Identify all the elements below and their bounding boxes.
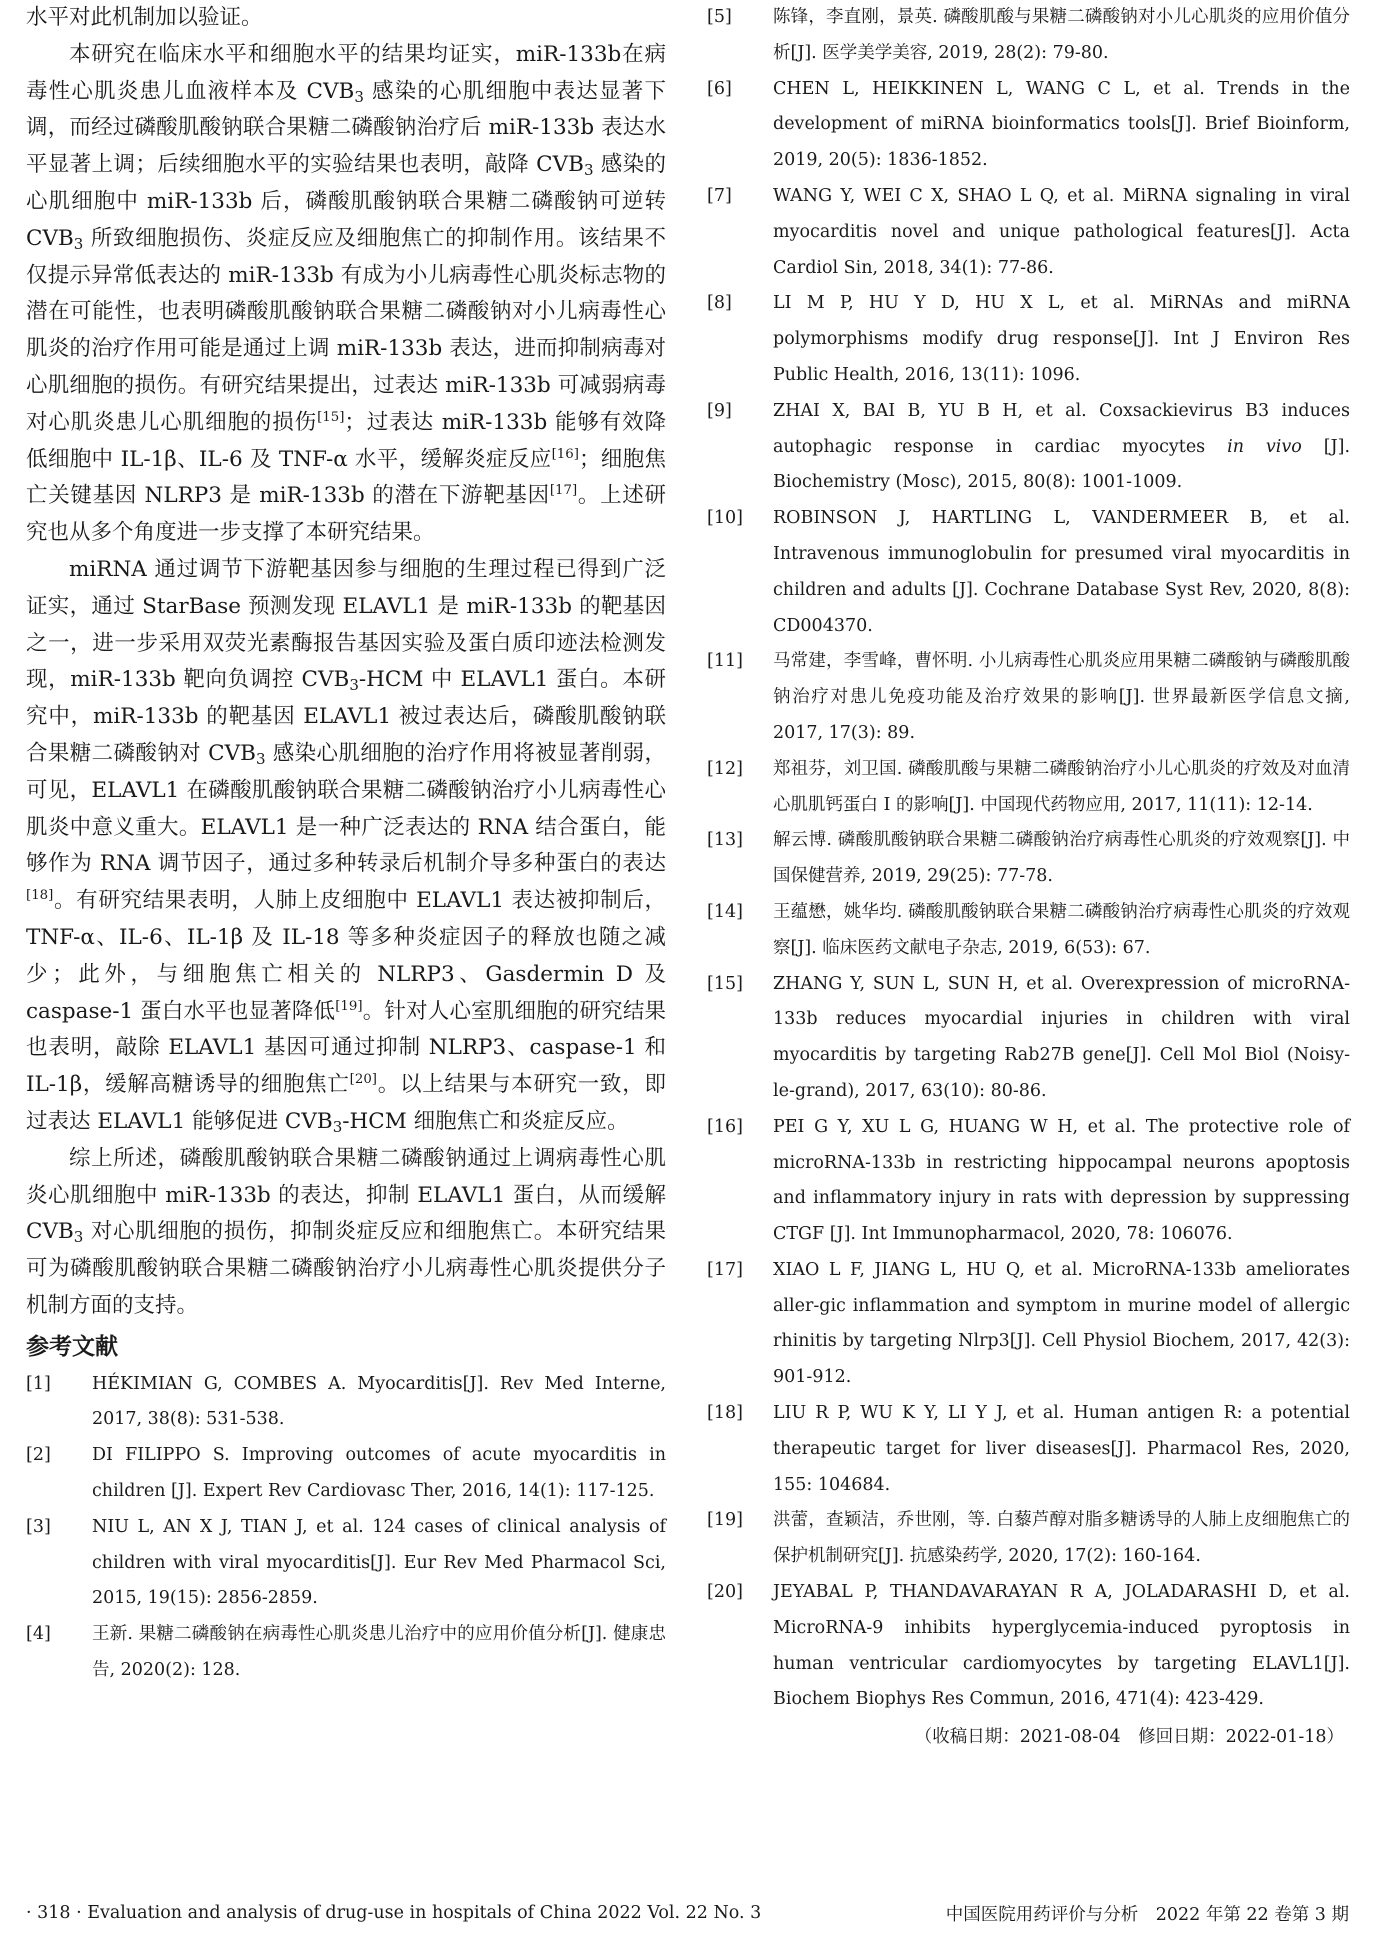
reference-number: [9] <box>707 400 732 421</box>
reference-item <box>707 72 1350 179</box>
page-footer <box>26 1898 1349 1928</box>
reference-number: [5] <box>707 7 732 27</box>
reference-number: [16] <box>707 1116 743 1137</box>
references-title: 参考文献 <box>26 1333 118 1360</box>
reference-list-continued <box>707 0 1350 1718</box>
body-text <box>26 0 666 1325</box>
reference-text: 郑祖芬，刘卫国. 磷酸肌酸与果糖二磷酸钠治疗小儿心肌炎的疗效及对血清心肌肌钙蛋白 I 的影响[J]. 中国现代药物应用, 2017, 11(11): 12-14. <box>773 758 1350 815</box>
reference-text: CHEN L, HEIKKINEN L, WANG C L, et al. Trends in the development of miRNA bioinformatics tools[J]. Brief Bioinform, 2019, 20(5): 1836-1852. <box>773 78 1350 171</box>
reference-number: [4] <box>26 1624 51 1645</box>
reference-item <box>707 286 1350 393</box>
reference-number: [20] <box>707 1582 743 1603</box>
reference-item <box>707 1253 1350 1396</box>
reference-text: 解云博. 磷酸肌酸钠联合果糖二磷酸钠治疗病毒性心肌炎的疗效观察[J]. 中国保健营养, 2019, 29(25): 77-78. <box>773 830 1350 887</box>
body-paragraph: 水平对此机制加以验证。 <box>26 5 263 30</box>
reference-item <box>707 0 1350 72</box>
reference-number: [18] <box>707 1403 743 1424</box>
reference-number: [14] <box>707 901 743 922</box>
reference-number: [11] <box>707 651 743 672</box>
reference-number: [17] <box>707 1259 743 1280</box>
reference-list <box>26 1367 666 1689</box>
reference-item <box>707 752 1350 824</box>
reference-text: LI M P, HU Y D, HU X L, et al. MiRNAs and miRNA polymorphisms modify drug response[J]. Int J Environ Res Public Health, 2016, 13(11): 1096. <box>773 293 1350 385</box>
reference-item <box>707 1396 1350 1503</box>
reference-item <box>707 394 1350 501</box>
reference-item <box>26 1438 666 1510</box>
reference-number: [12] <box>707 758 743 779</box>
reference-item <box>707 895 1350 967</box>
reference-item <box>707 823 1350 895</box>
reference-text: ROBINSON J, HARTLING L, VANDERMEER B, et al. Intravenous immunoglobulin for presumed viral myocarditis in children and adults [J]. Cochrane Database Syst Rev, 2020, 8(8): CD004370. <box>773 508 1350 636</box>
body-paragraph: miRNA 通过调节下游靶基因参与细胞的生理过程已得到广泛证实，通过 StarBase 预测发现 ELAVL1 是 miR-133b 的靶基因之一，进一步采用双荧光素酶报告基因实验及蛋白质印迹法检测发现，miR-133b 靶向负调控 $CVB_3$-HCM 中 ELAVL1 蛋白。本研究中，miR-133b 的靶基因 ELAVL1 被过表达后，磷酸肌酸钠联合果糖二磷酸钠对 $CVB_3$ 感染心肌细胞的治疗作用将被显著削弱，可见，ELAVL1 在磷酸肌酸钠联合果糖二磷酸钠治疗小儿病毒性心肌炎中意义重大。ELAVL1 是一种广泛表达的 RNA 结合蛋白，能够作为 RNA 调节因子，通过多种转录后机制介导多种蛋白的表达[18]。有研究结果表明，人肺上皮细胞中 ELAVL1 表达被抑制后，TNF-α、IL-6、IL-1β 及 IL-18 等多种炎症因子的释放也随之减少；此外，与细胞焦亡相关的 NLRP3、Gasdermin D 及 caspase-1 蛋白水平也显著降低[19]。针对人心室肌细胞的研究结果也表明，敲除 ELAVL1 基因可通过抑制 NLRP3、caspase-1 和 IL-1β，缓解高糖诱导的细胞焦亡[20]。以上结果与本研究一致，即过表达 ELAVL1 能够促进 $CVB_3$-HCM 细胞焦亡和炎症反应。 <box>26 556 666 1136</box>
reference-item <box>707 1110 1350 1253</box>
reference-text: DI FILIPPO S. Improving outcomes of acute myocarditis in children [J]. Expert Rev Cardiovasc Ther, 2016, 14(1): 117-125. <box>92 1445 666 1502</box>
body-paragraph: 综上所述，磷酸肌酸钠联合果糖二磷酸钠通过上调病毒性心肌炎心肌细胞中 miR-133b 的表达，抑制 ELAVL1 蛋白，从而缓解 $CVB_3$ 对心肌细胞的损伤，抑制炎症反应和细胞焦亡。本研究结果可为磷酸肌酸钠联合果糖二磷酸钠治疗小儿病毒性心肌炎提供分子机制方面的支持。 <box>26 1145 666 1318</box>
reference-item <box>26 1617 666 1689</box>
reference-text: 王新. 果糖二磷酸钠在病毒性心肌炎患儿治疗中的应用价值分析[J]. 健康忠告, 2020(2): 128. <box>92 1624 666 1681</box>
reference-number: [15] <box>707 973 743 994</box>
reference-number: [6] <box>707 78 732 99</box>
reference-item <box>707 1575 1350 1718</box>
reference-text: LIU R P, WU K Y, LI Y J, et al. Human antigen R: a potential therapeutic target for liver diseases[J]. Pharmacol Res, 2020, 155: 104684. <box>773 1403 1350 1495</box>
footer-left: · 318 · Evaluation and analysis of drug-use in hospitals of China 2022 Vol. 22 No. 3 <box>26 1903 762 1923</box>
footer-right: 中国医院用药评价与分析 2022 年第 22 卷第 3 期 <box>945 1904 1349 1925</box>
reference-text: WANG Y, WEI C X, SHAO L Q, et al. MiRNA signaling in viral myocarditis novel and unique pathological features[J]. Acta Cardiol Sin, 2018, 34(1): 77-86. <box>773 185 1350 278</box>
body-paragraph: 本研究在临床水平和细胞水平的结果均证实，miR-133b在病毒性心肌炎患儿血液样本及 $CVB_3$ 感染的心肌细胞中表达显著下调，而经过磷酸肌酸钠联合果糖二磷酸钠治疗后 miR-133b 表达水平显著上调；后续细胞水平的实验结果也表明，敲降 $CVB_3$ 感染的心肌细胞中 miR-133b 后，磷酸肌酸钠联合果糖二磷酸钠可逆转 $CVB_3$ 所致细胞损伤、炎症反应及细胞焦亡的抑制作用。该结果不仅提示异常低表达的 miR-133b 有成为小儿病毒性心肌炎标志物的潜在可能性，也表明磷酸肌酸钠联合果糖二磷酸钠对小儿病毒性心肌炎的治疗作用可能是通过上调 miR-133b 表达，进而抑制病毒对心肌细胞的损伤。有研究结果提出，过表达 miR-133b 可减弱病毒对心肌炎患儿心肌细胞的损伤[15]；过表达 miR-133b 能够有效降低细胞中 IL-1β、IL-6 及 TNF-α 水平，缓解炎症反应[16]；细胞焦亡关键基因 NLRP3 是 miR-133b 的潜在下游靶基因[17]。上述研究也从多个角度进一步支撑了本研究结果。 <box>26 41 666 546</box>
reference-number: [2] <box>26 1445 51 1466</box>
reference-text: NIU L, AN X J, TIAN J, et al. 124 cases of clinical analysis of children with viral myocarditis[J]. Eur Rev Med Pharmacol Sci, 2015, 19(15): 2856-2859. <box>92 1516 666 1609</box>
left-column <box>26 0 666 1689</box>
reference-item <box>26 1510 666 1617</box>
reference-text: 马常建，李雪峰，曹怀明. 小儿病毒性心肌炎应用果糖二磷酸钠与磷酸肌酸钠治疗对患儿免疫功能及治疗效果的影响[J]. 世界最新医学信息文摘, 2017, 17(3): 89. <box>773 651 1350 743</box>
reference-item <box>707 179 1350 286</box>
reference-item <box>707 644 1350 751</box>
reference-text: XIAO L F, JIANG L, HU Q, et al. MicroRNA-133b ameliorates aller-gic inflammation and symptom in murine model of allergic rhinitis by targeting Nlrp3[J]. Cell Physiol Biochem, 2017, 42(3): 901-912. <box>773 1259 1350 1388</box>
reference-item <box>707 501 1350 644</box>
reference-text: 王蕴懋，姚华均. 磷酸肌酸钠联合果糖二磷酸钠治疗病毒性心肌炎的疗效观察[J]. 临床医药文献电子杂志, 2019, 6(53): 67. <box>773 901 1350 958</box>
right-column <box>707 0 1350 1755</box>
reference-text: JEYABAL P, THANDAVARAYAN R A, JOLADARASHI D, et al. MicroRNA-9 inhibits hyperglycemia-induced pyroptosis in human ventricular cardiomyocytes by targeting ELAVL1[J]. Biochem Biophys Res Commun, 2016, 471(4): 423-429. <box>773 1582 1350 1710</box>
reference-text: HÉKIMIAN G, COMBES A. Myocarditis[J]. Rev Med Interne, 2017, 38(8): 531-538. <box>92 1373 666 1430</box>
reference-number: [7] <box>707 185 732 206</box>
reference-item <box>707 1503 1350 1575</box>
reference-item <box>26 1367 666 1439</box>
reference-item <box>707 967 1350 1110</box>
reference-number: [13] <box>707 830 743 851</box>
reference-number: [3] <box>26 1516 51 1537</box>
received-revised-dates: （收稿日期：2021-08-04 修回日期：2022-01-18） <box>914 1727 1344 1748</box>
reference-number: [10] <box>707 508 743 529</box>
reference-text: ZHANG Y, SUN L, SUN H, et al. Overexpression of microRNA-133b reduces myocardial injuries in children with viral myocarditis by targeting Rab27B gene[J]. Cell Mol Biol (Noisy-le-grand), 2017, 63(10): 80-86. <box>773 973 1350 1101</box>
reference-text: ZHAI X, BAI B, YU B H, et al. Coxsackievirus B3 induces autophagic response in cardiac myocytes in vivo [J]. Biochemistry (Mosc), 2015, 80(8): 1001-1009. <box>773 400 1351 493</box>
reference-number: [19] <box>707 1510 743 1531</box>
reference-text: 陈锋，李直刚，景英. 磷酸肌酸与果糖二磷酸钠对小儿心肌炎的应用价值分析[J]. 医学美学美容, 2019, 28(2): 79-80. <box>773 7 1350 63</box>
reference-number: [1] <box>26 1373 51 1394</box>
reference-text: PEI G Y, XU L G, HUANG W H, et al. The protective role of microRNA-133b in restricting hippocampal neurons apoptosis and inflammatory injury in rats with depression by suppressing CTGF [J]. Int Immunopharmacol, 2020, 78: 106076. <box>773 1116 1350 1245</box>
reference-text: 洪蕾，查颖洁，乔世刚，等. 白藜芦醇对脂多糖诱导的人肺上皮细胞焦亡的保护机制研究[J]. 抗感染药学, 2020, 17(2): 160-164. <box>773 1510 1350 1567</box>
reference-number: [8] <box>707 293 732 314</box>
